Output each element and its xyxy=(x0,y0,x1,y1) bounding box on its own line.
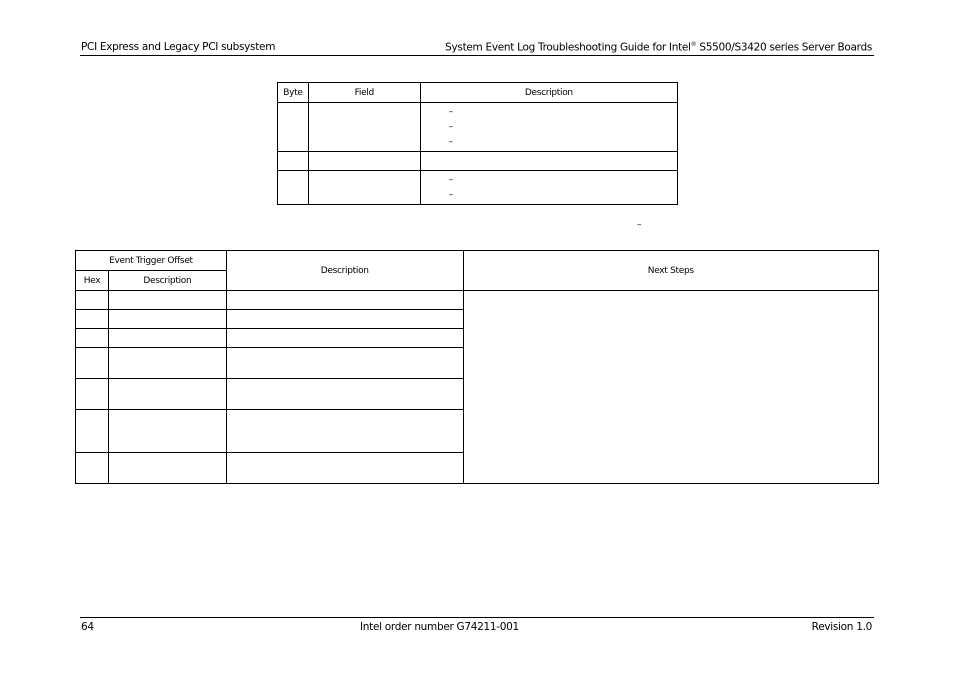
table-cell xyxy=(308,103,420,152)
table-cell xyxy=(76,410,109,453)
column-header-byte: Byte xyxy=(278,83,309,103)
list-bullet: – xyxy=(448,107,453,117)
header-rule xyxy=(80,55,874,56)
table-cell xyxy=(226,453,463,484)
list-bullet: – xyxy=(448,137,453,147)
column-header-offset-description: Description xyxy=(108,271,226,291)
registered-mark: ® xyxy=(690,41,697,48)
table-cell xyxy=(76,310,109,329)
table-cell xyxy=(108,379,226,410)
table-cell xyxy=(76,348,109,379)
running-header-title: System Event Log Troubleshooting Guide for Intel® S5500/S3420 series Server Boards xyxy=(445,41,872,54)
table-cell xyxy=(108,348,226,379)
page-number: 64 xyxy=(81,621,94,633)
table-header-row xyxy=(278,83,678,103)
table-cell xyxy=(226,291,463,310)
table-cell xyxy=(108,453,226,484)
column-header-event-trigger-offset: Event Trigger Offset xyxy=(76,251,227,271)
table-cell xyxy=(226,379,463,410)
table-cell xyxy=(76,453,109,484)
table-row xyxy=(278,152,678,171)
event-trigger-table xyxy=(75,250,879,484)
footer-rule xyxy=(80,617,874,618)
table-cell xyxy=(420,171,677,205)
table-cell xyxy=(308,152,420,171)
list-bullet: – xyxy=(448,122,453,132)
table-row xyxy=(278,171,678,205)
column-header-description: Description xyxy=(226,251,463,291)
table-cell xyxy=(278,171,309,205)
table-row xyxy=(76,291,879,310)
table-cell xyxy=(108,329,226,348)
table-row xyxy=(278,103,678,152)
table-cell xyxy=(76,291,109,310)
column-header-field: Field xyxy=(308,83,420,103)
list-bullet: – xyxy=(448,190,453,200)
table-cell xyxy=(108,410,226,453)
table-cell xyxy=(108,310,226,329)
list-bullet: – xyxy=(448,175,453,185)
dash-marker: – xyxy=(637,220,642,230)
table-cell xyxy=(226,348,463,379)
column-header-next-steps: Next Steps xyxy=(463,251,878,291)
table-cell xyxy=(420,152,677,171)
revision: Revision 1.0 xyxy=(811,621,872,633)
table-cell xyxy=(76,379,109,410)
next-steps-cell xyxy=(463,291,878,484)
table-cell xyxy=(278,103,309,152)
table-header-row xyxy=(76,251,879,271)
table-cell xyxy=(308,171,420,205)
table-cell xyxy=(420,103,677,152)
order-number: Intel order number G74211-001 xyxy=(360,621,519,633)
table-cell xyxy=(278,152,309,171)
table-cell xyxy=(108,291,226,310)
column-header-hex: Hex xyxy=(76,271,109,291)
column-header-description: Description xyxy=(420,83,677,103)
table-cell xyxy=(226,310,463,329)
table-cell xyxy=(226,329,463,348)
table-cell xyxy=(76,329,109,348)
table-cell xyxy=(226,410,463,453)
byte-field-table xyxy=(277,82,678,205)
running-header-section: PCI Express and Legacy PCI subsystem xyxy=(81,41,276,53)
